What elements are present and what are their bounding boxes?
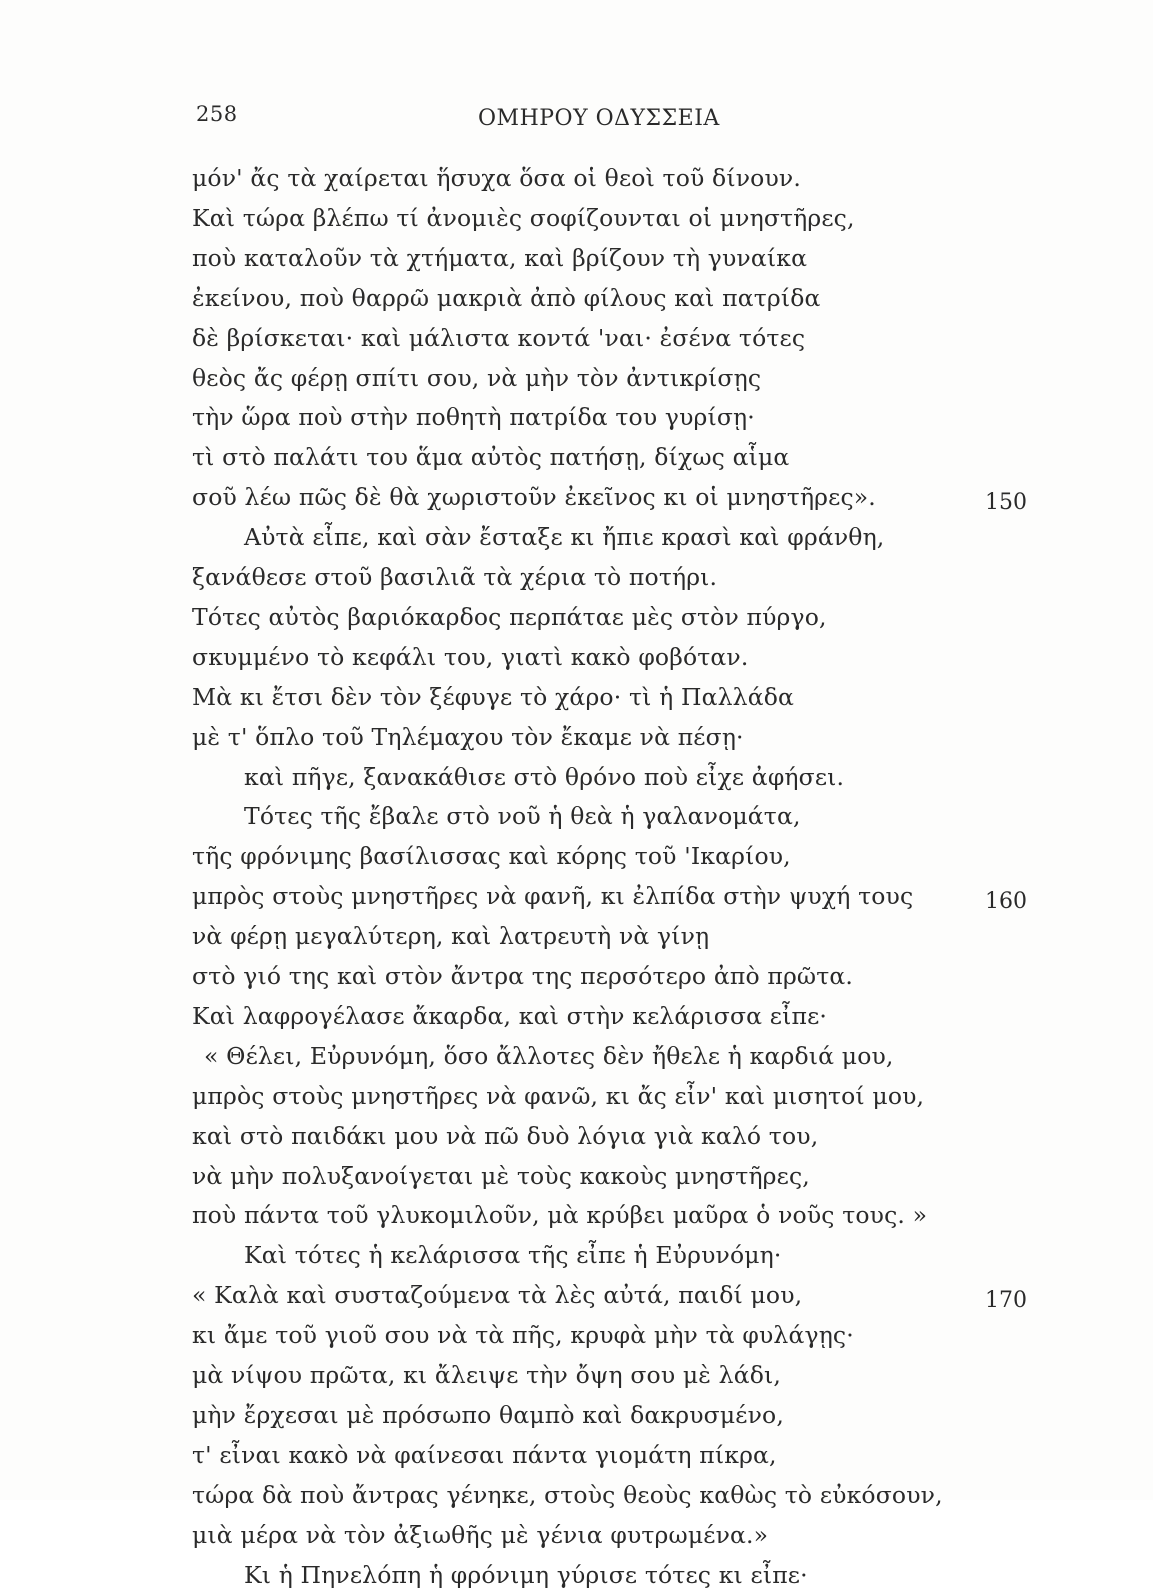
verse-line: Καὶ τότες ἡ κελάρισσα τῆς εἶπε ἡ Εὐρυνόμη·	[244, 1241, 782, 1269]
verse-line: ποὺ πάντα τοῦ γλυκομιλοῦν, μὰ κρύβει μαῦρα ὁ νοῦς τους. »	[192, 1201, 928, 1229]
verse-line: Τότες τῆς ἔβαλε στὸ νοῦ ἡ θεὰ ἡ γαλανομάτα,	[244, 802, 801, 830]
verse-line: Τότες αὐτὸς βαριόκαρδος περπάταε μὲς στὸν πύργο,	[192, 603, 827, 631]
verse-line: Καὶ τώρα βλέπω τί ἀνομιὲς σοφίζουνται οἱ μνηστῆρες,	[192, 204, 855, 232]
verse-line: καὶ στὸ παιδάκι μου νὰ πῶ δυὸ λόγια γιὰ καλό του,	[192, 1122, 819, 1150]
verse-line: σοῦ λέω πῶς δὲ θὰ χωριστοῦν ἐκεῖνος κι οἱ μνηστῆρες».	[192, 483, 876, 511]
verse-line: μὲ τ' ὅπλο τοῦ Τηλέμαχου τὸν ἔκαμε νὰ πέσῃ·	[192, 723, 744, 751]
verse-line: τὴν ὥρα ποὺ στὴν ποθητὴ πατρίδα του γυρίσῃ·	[192, 403, 755, 431]
running-title: ΟΜΗΡΟΥ ΟΔΥΣΣΕΙΑ	[478, 106, 720, 131]
verse-line: καὶ πῆγε, ξανακάθισε στὸ θρόνο ποὺ εἶχε ἀφήσει.	[244, 763, 845, 791]
verse-line: τώρα δὰ ποὺ ἄντρας γένηκε, στοὺς θεοὺς καθὼς τὸ εὐκόσουν,	[192, 1481, 943, 1509]
verse-line: τὶ στὸ παλάτι του ἅμα αὐτὸς πατήσῃ, δίχως αἷμα	[192, 443, 790, 471]
page-number: 258	[196, 102, 238, 126]
verse-line: ἐκείνου, ποὺ θαρρῶ μακριὰ ἀπὸ φίλους καὶ πατρίδα	[192, 284, 821, 312]
line-number: 160	[985, 889, 1027, 914]
verse-line: νὰ φέρῃ μεγαλύτερη, καὶ λατρευτὴ νὰ γίνῃ	[192, 922, 710, 950]
verse-line: Μὰ κι ἔτσι δὲν τὸν ξέφυγε τὸ χάρο· τὶ ἡ Παλλάδα	[192, 683, 795, 711]
verse-line: Αὐτὰ εἶπε, καὶ σὰν ἔσταξε κι ἤπιε κρασὶ καὶ φράνθη,	[244, 523, 885, 551]
verse-line: τῆς φρόνιμης βασίλισσας καὶ κόρης τοῦ 'Ικαρίου,	[192, 842, 791, 870]
verse-line: σκυμμένο τὸ κεφάλι του, γιατὶ κακὸ φοβόταν.	[192, 643, 749, 671]
verse-line: νὰ μὴν πολυξανοίγεται μὲ τοὺς κακοὺς μνηστῆρες,	[192, 1162, 810, 1190]
verse-line: « Θέλει, Εὐρυνόμη, ὅσο ἄλλοτες δὲν ἤθελε ἡ καρδιά μου,	[204, 1042, 894, 1070]
verse-line: Κι ἡ Πηνελόπη ἡ φρόνιμη γύρισε τότες κι εἶπε·	[244, 1561, 808, 1589]
verse-line: μόν' ἄς τὰ χαίρεται ἥσυχα ὅσα οἱ θεοὶ τοῦ δίνουν.	[192, 164, 801, 192]
verse-line: θεὸς ἄς φέρῃ σπίτι σου, νὰ μὴν τὸν ἀντικρίσῃς	[192, 364, 762, 392]
line-number: 170	[985, 1288, 1027, 1313]
verse-line: κι ἄμε τοῦ γιοῦ σου νὰ τὰ πῆς, κρυφὰ μὴν τὰ φυλάγῃς·	[192, 1321, 854, 1349]
verse-line: στὸ γιό της καὶ στὸν ἄντρα της περσότερο ἀπὸ πρῶτα.	[192, 962, 854, 990]
verse-line: μὰ νίψου πρῶτα, κι ἄλειψε τὴν ὄψη σου μὲ λάδι,	[192, 1361, 782, 1389]
verse-line: ξανάθεσε στοῦ βασιλιᾶ τὰ χέρια τὸ ποτήρι.	[192, 563, 718, 591]
verse-line: ποὺ καταλοῦν τὰ χτήματα, καὶ βρίζουν τὴ γυναίκα	[192, 244, 808, 272]
verse-line: μὴν ἔρχεσαι μὲ πρόσωπο θαμπὸ καὶ δακρυσμένο,	[192, 1401, 784, 1429]
line-number: 150	[985, 490, 1027, 515]
verse-line: τ' εἶναι κακὸ νὰ φαίνεσαι πάντα γιομάτη πίκρα,	[192, 1441, 777, 1469]
verse-line: μιὰ μέρα νὰ τὸν ἀξιωθῆς μὲ γένια φυτρωμένα.»	[192, 1521, 769, 1549]
verse-line: δὲ βρίσκεται· καὶ μάλιστα κοντά 'ναι· ἐσένα τότες	[192, 324, 806, 352]
verse-line: « Καλὰ καὶ συσταζούμενα τὰ λὲς αὐτά, παιδί μου,	[192, 1281, 803, 1309]
verse-line: μπρὸς στοὺς μνηστῆρες νὰ φανῶ, κι ἄς εἶν' καὶ μισητοί μου,	[192, 1082, 925, 1110]
verse-line: μπρὸς στοὺς μνηστῆρες νὰ φανῆ, κι ἐλπίδα στὴν ψυχή τους	[192, 882, 914, 910]
verse-line: Καὶ λαφρογέλασε ἄκαρδα, καὶ στὴν κελάρισσα εἶπε·	[192, 1002, 828, 1030]
